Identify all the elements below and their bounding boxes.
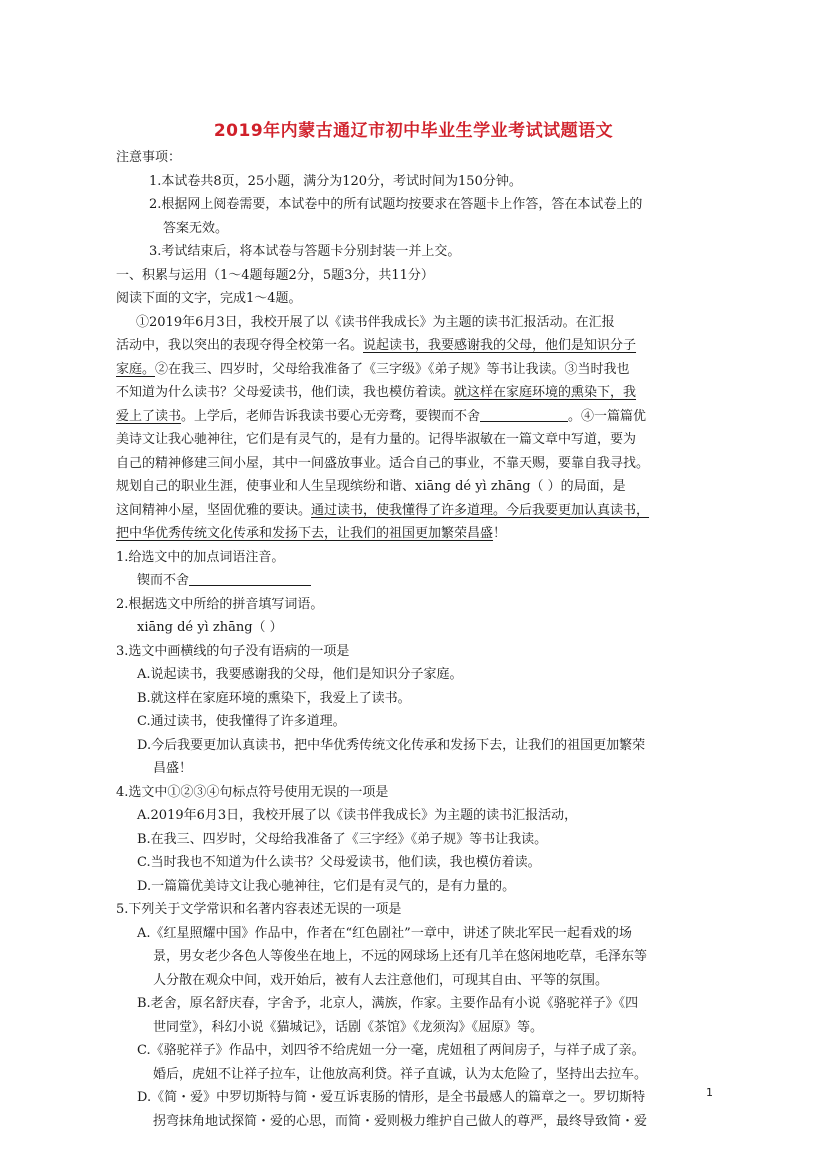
passage-text: 。上学后，老师告诉我读书要心无旁骛，要锲而不舍 — [181, 408, 481, 424]
passage-text: 。④一篇篇优 — [568, 408, 647, 424]
question-5-option-c-cont: 婚后，虎妞不让祥子拉车，让他放高利贷。祥子直诚，认为太危险了，坚持出去拉车。 — [153, 1066, 648, 1082]
question-3-option-b: B.就这样在家庭环境的熏染下，我爱上了读书。 — [137, 690, 411, 706]
passage-line: 美诗文让我心驰神往，它们是有灵气的，是有力量的。记得毕淑敏在一篇文章中写道，要为 — [116, 432, 637, 447]
section-instruction: 阅读下面的文字，完成1～4题。 — [116, 291, 302, 306]
question-2: 2.根据选文中所给的拼音填写词语。 — [116, 596, 324, 612]
question-3-option-d: D.今后我要更加认真读书，把中华优秀传统文化传承和发扬下去，让我们的祖国更加繁荣 — [137, 737, 646, 753]
passage-text: ！ — [493, 526, 507, 541]
notice-heading: 注意事项： — [116, 150, 182, 165]
question-3-option-a: A.说起读书，我要感谢我的父母，他们是知识分子家庭。 — [137, 667, 463, 682]
question-5-option-a-cont: 人分散在观众中间，戏开始后，被有人去注意他们，可现其自由、平等的氛围。 — [153, 972, 609, 988]
notice-item-3: 3.考试结束后，将本试卷与答题卡分别封装一并上交。 — [149, 244, 461, 259]
notice-item-2-cont: 答案无效。 — [163, 220, 229, 236]
question-1-answer-line — [116, 569, 711, 593]
passage-line — [116, 381, 711, 405]
question-5: 5.下列关于文学常识和名著内容表述无误的一项是 — [116, 902, 402, 917]
passage-line — [116, 499, 711, 523]
passage-line: ①2019年6月3日，我校开展了以《读书伴我成长》为主题的读书汇报活动。在汇报 — [136, 314, 615, 330]
question-4-option-a: A.2019年6月3日，我校开展了以《读书伴我成长》为主题的读书汇报活动， — [137, 808, 578, 823]
question-3-option-d-cont: 昌盛！ — [153, 761, 193, 776]
question-4-option-b: B.在我三、四岁时，父母给我准备了《三字经》《弟子规》等书让我读。 — [137, 831, 548, 847]
question-5-option-a: A.《红星照耀中国》作品中，作者在“红色剧社”一章中，讲述了陕北军民一起看戏的场 — [137, 925, 632, 941]
passage-line: 自己的精神修建三间小屋，其中一间盛放事业。适合自己的事业，不靠天赐，要靠自我寻找。 — [116, 455, 650, 471]
question-5-option-d: D.《简・爱》中罗切斯特与简・爱互诉衷肠的情形，是全书最感人的篇章之一。罗切斯特 — [137, 1090, 646, 1105]
answer-blank — [189, 571, 311, 586]
question-4: 4.选文中①②③④句标点符号使用无误的一项是 — [116, 784, 389, 800]
question-1-term: 锲而不舍 — [137, 573, 190, 588]
passage-line — [116, 405, 711, 429]
passage-line — [116, 358, 711, 382]
underlined-sentence: 说起读书，我要感谢我的父母，他们是知识分子 — [363, 338, 637, 353]
underlined-sentence: 家庭。 — [116, 361, 156, 377]
passage-text: 活动中，我以突出的表现夺得全校第一名。 — [116, 338, 364, 353]
document-body — [116, 146, 711, 1133]
page-number: 1 — [706, 1086, 713, 1099]
passage-text: 不知道为什么读书？父母爱读书，他们读，我也模仿着读。 — [116, 385, 455, 400]
underlined-sentence: 就这样在家庭环境的熏染下，我 — [454, 385, 637, 400]
question-4-option-d: D.一篇篇优美诗文让我心驰神往，它们是有灵气的，是有力量的。 — [137, 878, 516, 894]
question-1: 1.给选文中的加点词语注音。 — [116, 549, 285, 565]
notice-item-1: 1.本试卷共8页，25小题，满分为120分，考试时间为150分钟。 — [149, 173, 522, 189]
question-5-option-b-cont: 世同堂》，科幻小说《猫城记》，话剧《茶馆》《龙须沟》《屈原》等。 — [153, 1019, 544, 1035]
notice-item-2: 2.根据网上阅卷需要，本试卷中的所有试题均按要求在答题卡上作答，答在本试卷上的 — [149, 197, 643, 212]
passage-text: ②在我三、四岁时，父母给我准备了《三字级》《弟子规》等书让我读。③当时我也 — [155, 361, 630, 377]
question-3-option-c: C.通过读书，使我懂得了许多道理。 — [137, 714, 346, 729]
exam-title: 2019年内蒙古通辽市初中毕业生学业考试试题语文 — [213, 121, 614, 141]
underlined-sentence: 爱上了读书 — [116, 408, 182, 424]
passage-line — [116, 334, 711, 358]
fill-blank — [480, 407, 568, 422]
question-4-option-c: C.当时我也不知道为什么读书？父母爱读书，他们读，我也模仿着读。 — [137, 855, 541, 870]
passage-text: 这间精神小屋，坚固优雅的要诀。 — [116, 502, 312, 518]
passage-line: 规划自己的职业生涯，使事业和人生呈现缤纷和谐、xiāng dé yì zhāng（ ）的局面，是 — [116, 479, 626, 494]
question-5-option-d-cont: 拐弯抹角地试探简・爱的心思，而简・爱则极力维护自己做人的尊严，最终导致简・爱 — [153, 1113, 648, 1129]
question-3: 3.选文中画横线的句子没有语病的一项是 — [116, 643, 350, 659]
question-5-option-b: B.老舍，原名舒庆春，字舍予，北京人，满族，作家。主要作品有小说《骆驼祥子》《四 — [137, 996, 639, 1011]
question-5-option-c: C.《骆驼祥子》作品中，刘四爷不给虎妞一分一毫，虎妞租了两间房子，与祥子成了亲。 — [137, 1043, 645, 1058]
section-heading: 一、积累与运用（1～4题每题2分，5题3分，共11分） — [116, 267, 434, 283]
question-5-option-a-cont: 景，男女老少各色人等俊坐在地上，不远的网球场上还有几羊在悠闲地吃草，毛泽东等 — [153, 949, 648, 964]
reading-passage — [116, 311, 711, 546]
question-2-answer-line: xiāng dé yì zhāng（ ） — [137, 620, 283, 635]
underlined-sentence: 通过读书，使我懂得了许多道理。今后我要更加认真读书， — [311, 502, 650, 518]
underlined-sentence: 把中华优秀传统文化传承和发扬下去，让我们的祖国更加繁荣昌盛 — [116, 526, 494, 541]
passage-line — [116, 522, 711, 546]
